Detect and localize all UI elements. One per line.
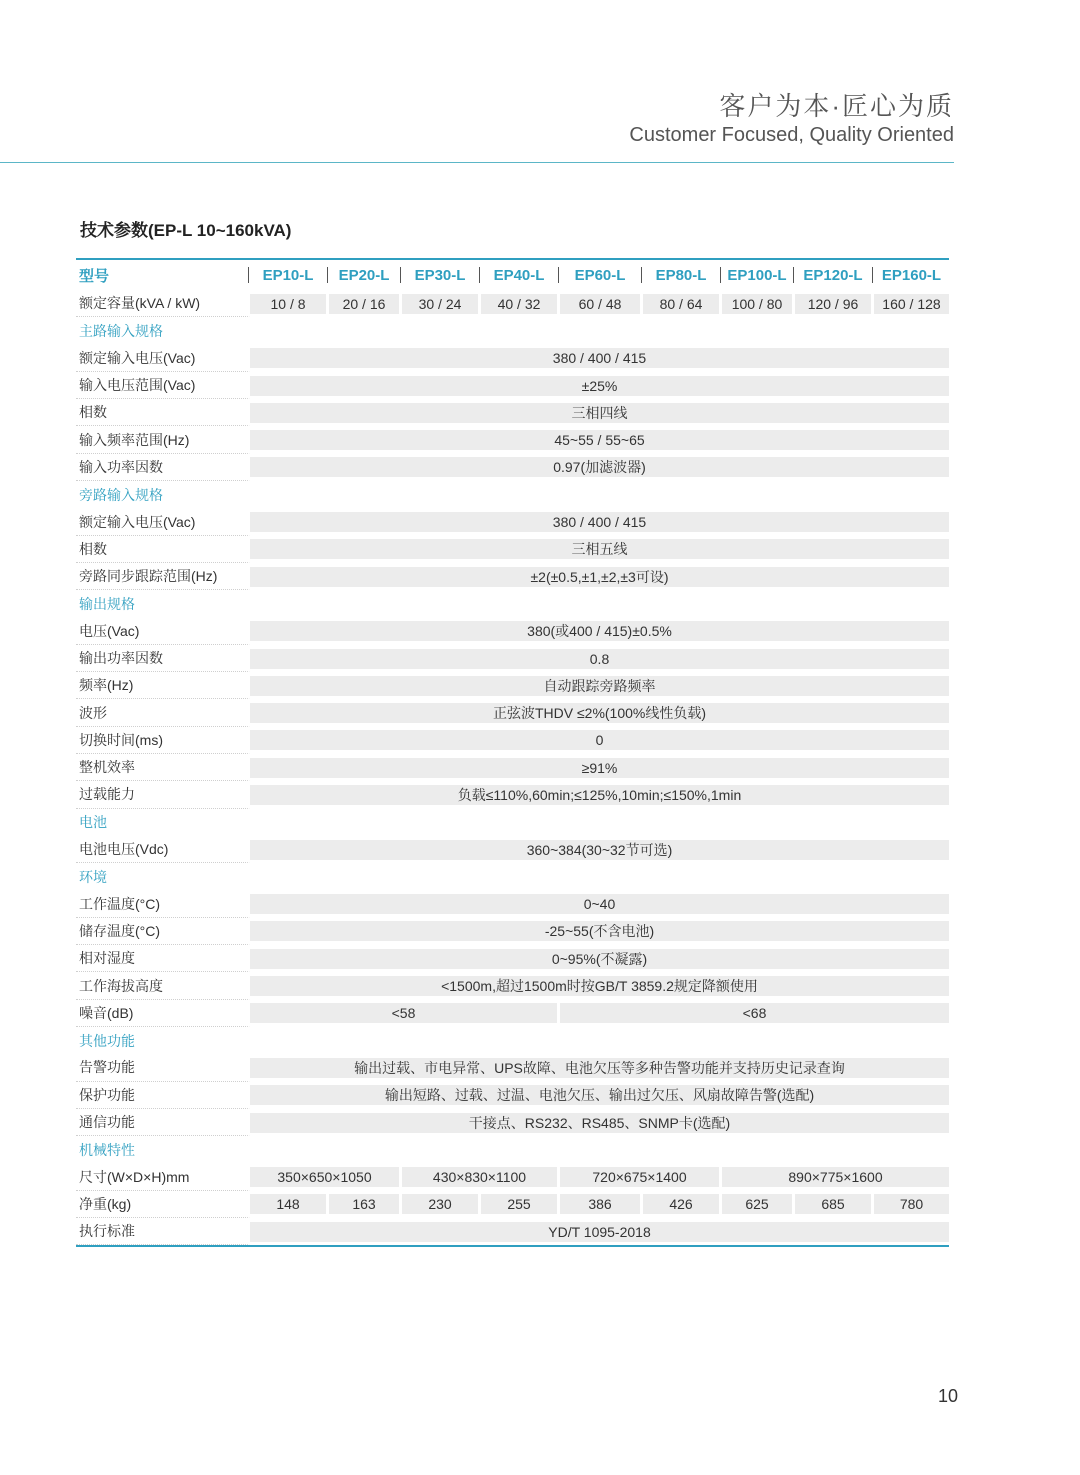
table-row bbox=[76, 399, 949, 426]
value-cell: 625 bbox=[722, 1194, 792, 1214]
value-cell: 160 / 128 bbox=[874, 294, 949, 314]
table-row bbox=[76, 345, 949, 372]
row-label: 尺寸(W×D×H)mm bbox=[76, 1164, 250, 1191]
value-cell: 10 / 8 bbox=[250, 294, 326, 314]
table-row bbox=[76, 754, 949, 781]
value-cell: 输出短路、过载、过温、电池欠压、输出过欠压、风扇故障告警(选配) bbox=[250, 1085, 949, 1105]
model-name: EP100-L bbox=[722, 263, 792, 287]
table-row bbox=[76, 372, 949, 399]
model-name: EP20-L bbox=[329, 263, 399, 287]
value-cell: 890×775×1600 bbox=[722, 1167, 949, 1187]
table-row bbox=[76, 672, 949, 699]
table-row bbox=[76, 563, 949, 590]
table-row bbox=[76, 426, 949, 453]
section-heading-row bbox=[76, 481, 949, 508]
value-cell: 380(或400 / 415)±0.5% bbox=[250, 621, 949, 641]
value-cell: 45~55 / 55~65 bbox=[250, 430, 949, 450]
table-row bbox=[76, 1082, 949, 1109]
value-cell: 163 bbox=[329, 1194, 399, 1214]
spec-table bbox=[76, 258, 949, 1247]
row-label: 相数 bbox=[76, 536, 250, 563]
value-cell: 120 / 96 bbox=[795, 294, 871, 314]
row-label: 额定输入电压(Vac) bbox=[76, 508, 250, 535]
section-heading-row bbox=[76, 1027, 949, 1054]
row-label: 过载能力 bbox=[76, 781, 250, 808]
table-row bbox=[76, 699, 949, 726]
model-name: EP80-L bbox=[643, 263, 719, 287]
model-label: 型号 bbox=[76, 260, 250, 290]
value-cell: 380 / 400 / 415 bbox=[250, 512, 949, 532]
table-row bbox=[76, 536, 949, 563]
row-label: 噪音(dB) bbox=[76, 1000, 250, 1027]
table-row bbox=[76, 727, 949, 754]
section-heading: 主路输入规格 bbox=[76, 317, 256, 344]
value-cell: -25~55(不含电池) bbox=[250, 921, 949, 941]
row-label: 额定容量(kVA / kW) bbox=[76, 290, 250, 317]
section-heading-row bbox=[76, 317, 949, 344]
value-cell: ≥91% bbox=[250, 758, 949, 778]
section-heading: 其他功能 bbox=[76, 1027, 256, 1054]
table-row bbox=[76, 972, 949, 999]
row-label: 输入功率因数 bbox=[76, 454, 250, 481]
value-cell: 0~40 bbox=[250, 894, 949, 914]
table-row bbox=[76, 891, 949, 918]
model-name: EP10-L bbox=[250, 263, 326, 287]
value-cell: 自动跟踪旁路频率 bbox=[250, 676, 949, 696]
row-label: 频率(Hz) bbox=[76, 672, 250, 699]
row-label: 告警功能 bbox=[76, 1054, 250, 1081]
table-row bbox=[76, 618, 949, 645]
model-name: EP160-L bbox=[874, 263, 949, 287]
table-row bbox=[76, 781, 949, 808]
row-label: 切换时间(ms) bbox=[76, 727, 250, 754]
model-name: EP30-L bbox=[402, 263, 478, 287]
value-cell: 386 bbox=[560, 1194, 640, 1214]
value-cell: <68 bbox=[560, 1003, 949, 1023]
table-row bbox=[76, 508, 949, 535]
row-label: 输出功率因数 bbox=[76, 645, 250, 672]
value-cell: 0.8 bbox=[250, 649, 949, 669]
table-row bbox=[76, 1164, 949, 1191]
section-heading: 机械特性 bbox=[76, 1136, 256, 1163]
table-row bbox=[76, 945, 949, 972]
row-label: 保护功能 bbox=[76, 1082, 250, 1109]
row-label: 净重(kg) bbox=[76, 1191, 250, 1218]
row-label: 输入电压范围(Vac) bbox=[76, 372, 250, 399]
row-label: 工作温度(°C) bbox=[76, 891, 250, 918]
value-cell: 0.97(加滤波器) bbox=[250, 457, 949, 477]
section-heading-row bbox=[76, 1136, 949, 1163]
row-label: 储存温度(°C) bbox=[76, 918, 250, 945]
header-title-cn: 客户为本·匠心为质 bbox=[719, 91, 954, 121]
page-number: 10 bbox=[937, 1386, 958, 1406]
value-cell: 20 / 16 bbox=[329, 294, 399, 314]
table-row bbox=[76, 290, 949, 317]
section-heading: 旁路输入规格 bbox=[76, 481, 256, 508]
section-heading: 输出规格 bbox=[76, 590, 256, 617]
value-cell: <1500m,超过1500m时按GB/T 3859.2规定降额使用 bbox=[250, 976, 949, 996]
section-title: 技术参数(EP-L 10~160kVA) bbox=[80, 221, 292, 240]
value-cell: 干接点、RS232、RS485、SNMP卡(选配) bbox=[250, 1113, 949, 1133]
table-row bbox=[76, 454, 949, 481]
value-cell: ±2(±0.5,±1,±2,±3可设) bbox=[250, 567, 949, 587]
model-name: EP120-L bbox=[795, 263, 871, 287]
row-label: 输入频率范围(Hz) bbox=[76, 426, 250, 453]
value-cell: 720×675×1400 bbox=[560, 1167, 719, 1187]
row-label: 工作海拔高度 bbox=[76, 972, 250, 999]
table-row bbox=[76, 1054, 949, 1081]
section-heading-row bbox=[76, 590, 949, 617]
value-cell: 80 / 64 bbox=[643, 294, 719, 314]
row-label: 电池电压(Vdc) bbox=[76, 836, 250, 863]
value-cell: 60 / 48 bbox=[560, 294, 640, 314]
row-label: 电压(Vac) bbox=[76, 618, 250, 645]
value-cell: 360~384(30~32节可选) bbox=[250, 840, 949, 860]
header-divider bbox=[0, 162, 954, 163]
row-label: 执行标准 bbox=[76, 1218, 250, 1245]
value-cell: YD/T 1095-2018 bbox=[250, 1222, 949, 1242]
table-row bbox=[76, 918, 949, 945]
value-cell: 40 / 32 bbox=[481, 294, 557, 314]
row-label: 通信功能 bbox=[76, 1109, 250, 1136]
value-cell: 0 bbox=[250, 730, 949, 750]
table-row bbox=[76, 1109, 949, 1136]
value-cell: 380 / 400 / 415 bbox=[250, 348, 949, 368]
value-cell: 350×650×1050 bbox=[250, 1167, 399, 1187]
value-cell: 正弦波THDV ≤2%(100%线性负载) bbox=[250, 703, 949, 723]
value-cell: 三相四线 bbox=[250, 403, 949, 423]
table-row bbox=[76, 645, 949, 672]
section-heading-row bbox=[76, 863, 949, 890]
model-name: EP40-L bbox=[481, 263, 557, 287]
row-label: 旁路同步跟踪范围(Hz) bbox=[76, 563, 250, 590]
row-label: 相数 bbox=[76, 399, 250, 426]
table-row bbox=[76, 1000, 949, 1027]
table-row bbox=[76, 836, 949, 863]
value-cell: ±25% bbox=[250, 376, 949, 396]
header-title-en: Customer Focused, Quality Oriented bbox=[629, 124, 954, 146]
section-heading-row bbox=[76, 809, 949, 836]
value-cell: 780 bbox=[874, 1194, 949, 1214]
model-header-row bbox=[76, 260, 949, 290]
row-label: 额定输入电压(Vac) bbox=[76, 345, 250, 372]
section-heading: 环境 bbox=[76, 863, 256, 890]
value-cell: 230 bbox=[402, 1194, 478, 1214]
value-cell: 负载≤110%,60min;≤125%,10min;≤150%,1min bbox=[250, 785, 949, 805]
table-row bbox=[76, 1218, 949, 1245]
row-label: 波形 bbox=[76, 699, 250, 726]
value-cell: 输出过载、市电异常、UPS故障、电池欠压等多种告警功能并支持历史记录查询 bbox=[250, 1058, 949, 1078]
section-heading: 电池 bbox=[76, 809, 256, 836]
value-cell: 100 / 80 bbox=[722, 294, 792, 314]
model-name: EP60-L bbox=[560, 263, 640, 287]
value-cell: 0~95%(不凝露) bbox=[250, 949, 949, 969]
row-label: 整机效率 bbox=[76, 754, 250, 781]
value-cell: <58 bbox=[250, 1003, 557, 1023]
value-cell: 30 / 24 bbox=[402, 294, 478, 314]
value-cell: 148 bbox=[250, 1194, 326, 1214]
table-row bbox=[76, 1191, 949, 1218]
value-cell: 685 bbox=[795, 1194, 871, 1214]
row-label: 相对湿度 bbox=[76, 945, 250, 972]
value-cell: 255 bbox=[481, 1194, 557, 1214]
value-cell: 430×830×1100 bbox=[402, 1167, 557, 1187]
value-cell: 426 bbox=[643, 1194, 719, 1214]
value-cell: 三相五线 bbox=[250, 539, 949, 559]
